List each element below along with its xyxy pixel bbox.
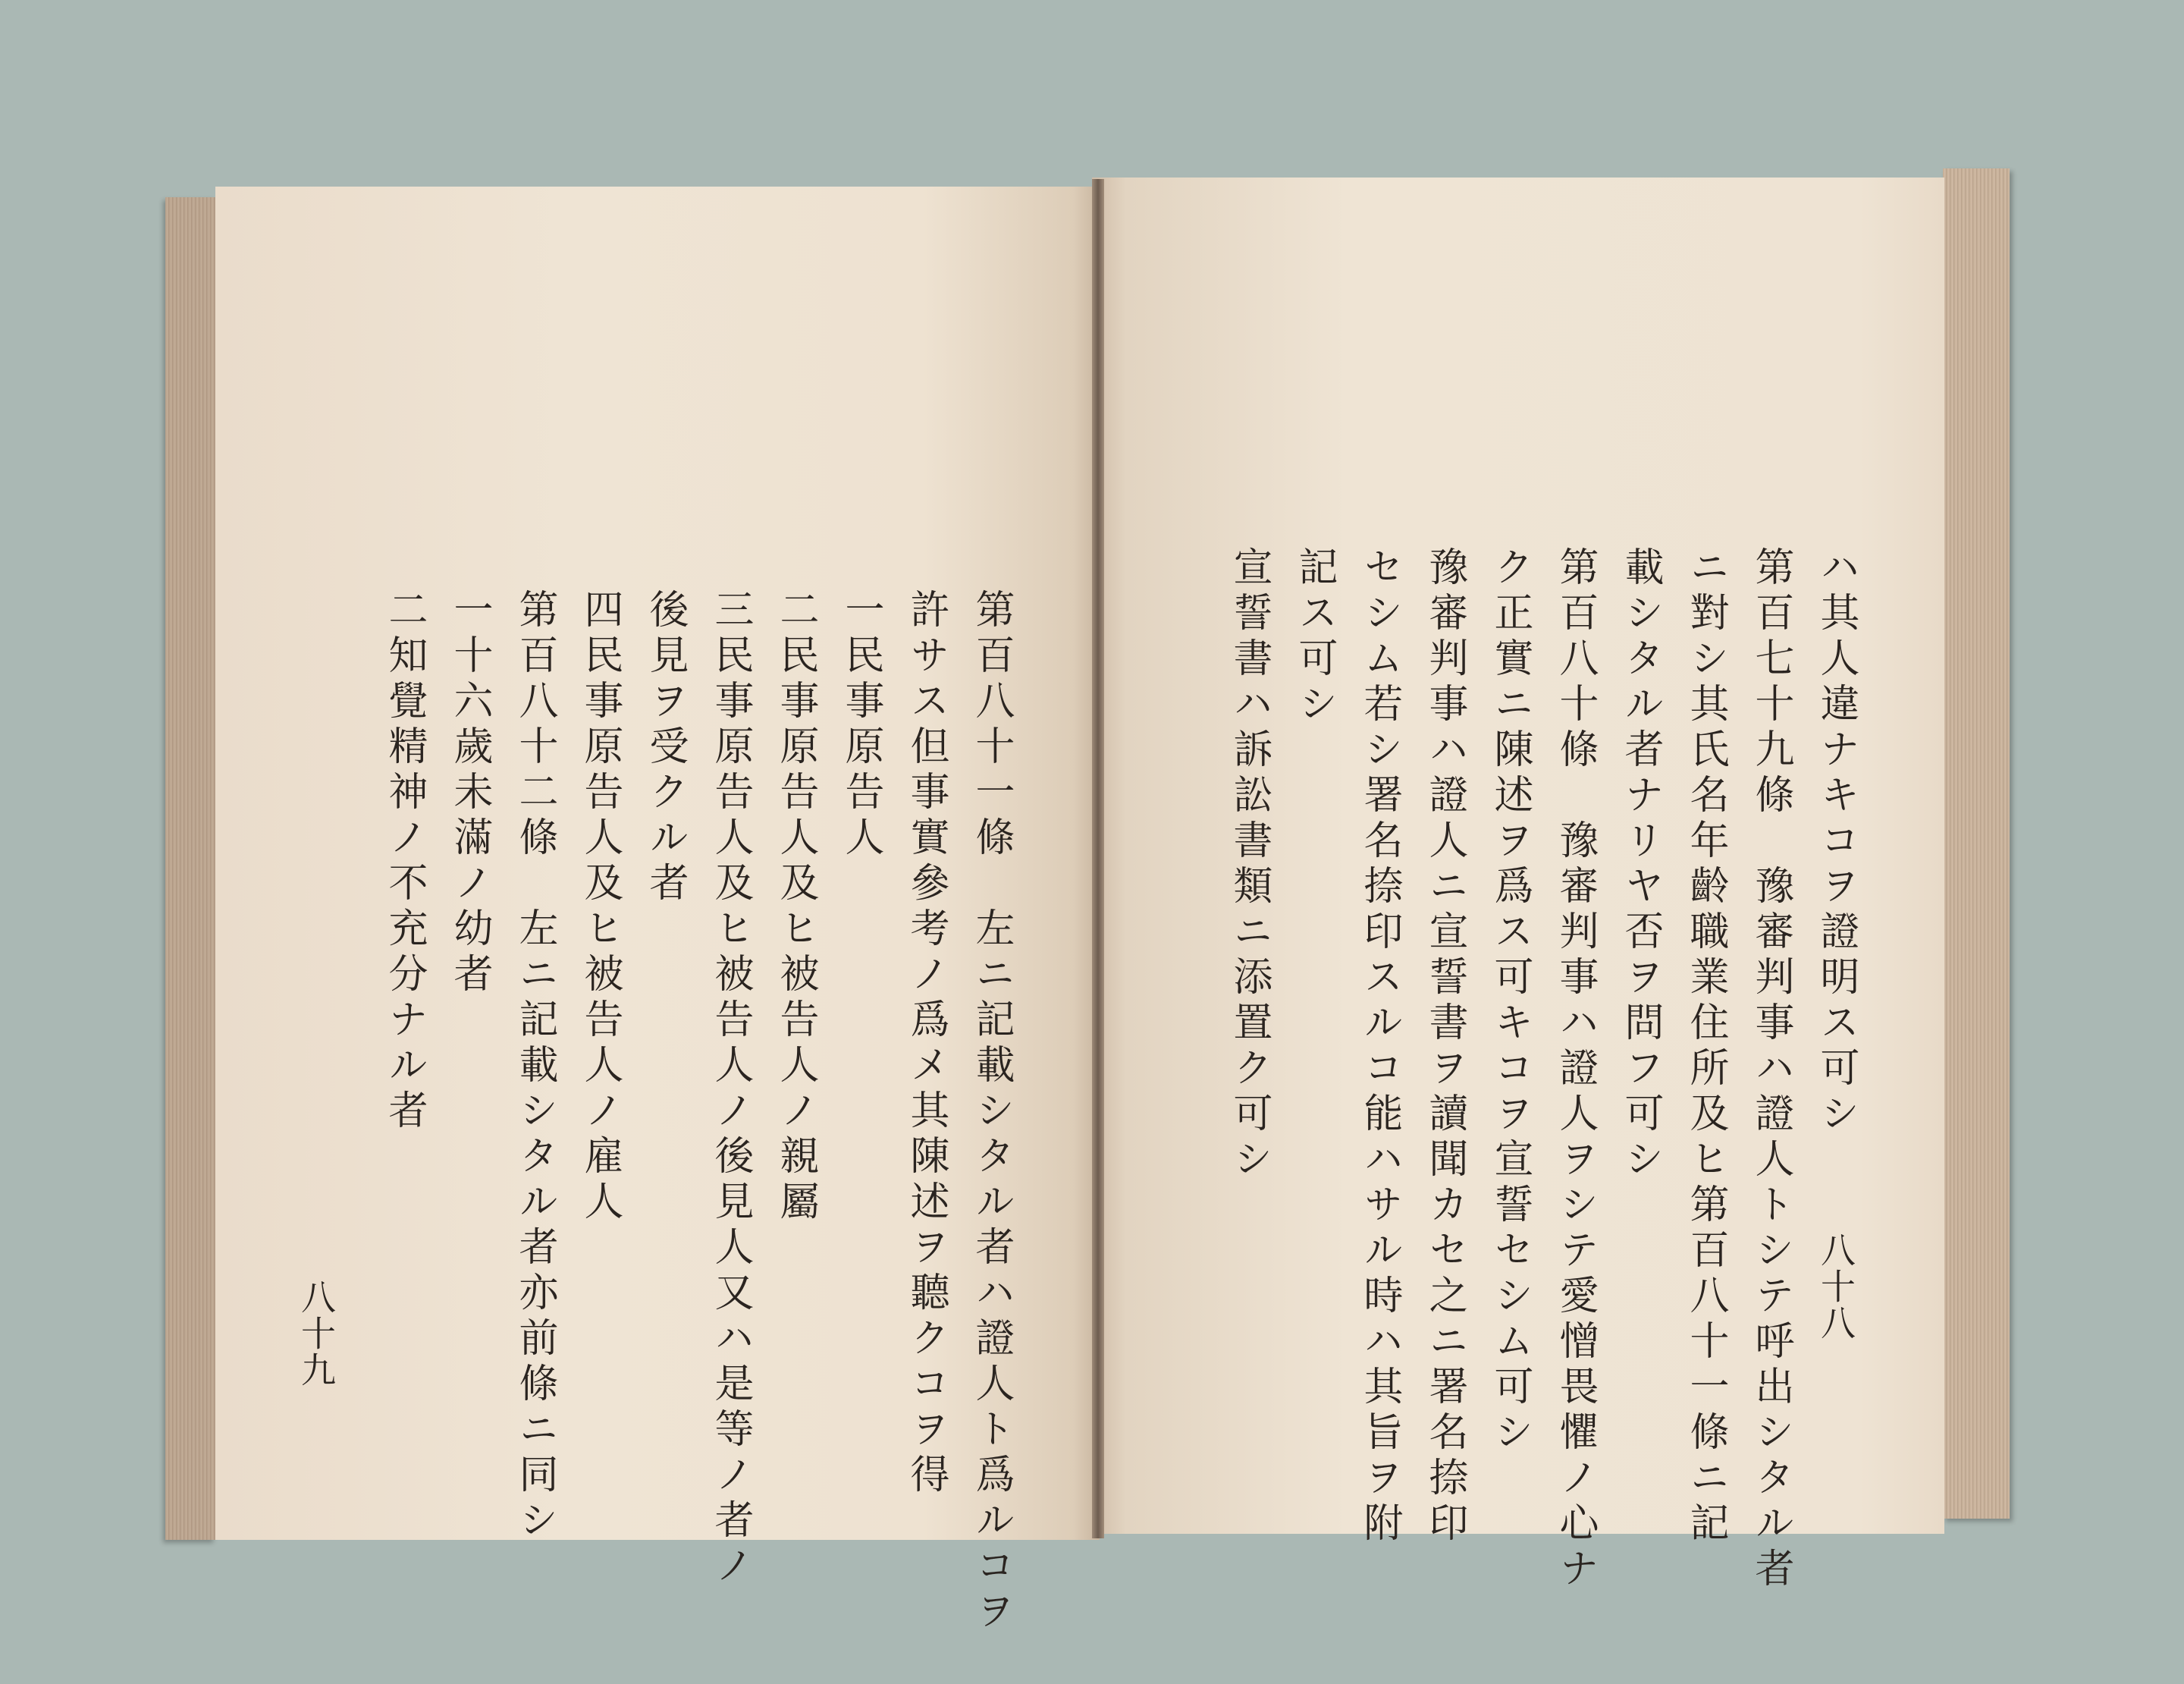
text-line: 四民事原告人及ヒ被告人ノ雇人 — [577, 589, 623, 1226]
left-page-block-edge — [165, 197, 215, 1540]
text-line: 二民事原告人及ヒ被告人ノ親屬 — [773, 589, 818, 1226]
text-line: 第百七十九條 豫審判事ハ證人トシテ呼出シタル者 — [1748, 546, 1793, 1593]
text-line: 宣誓書ハ訴訟書類ニ添置ク可シ — [1226, 546, 1272, 1183]
text-line: 第百八十一條 左ニ記載シタル者ハ證人ト爲ルコヲ — [968, 589, 1014, 1635]
text-line: セシム若シ署名捺印スルコ能ハサル時ハ其旨ヲ附 — [1357, 546, 1402, 1547]
text-line: 記ス可シ — [1291, 546, 1337, 728]
text-line: ニ對シ其氏名年齡職業住所及ヒ第百八十一條ニ記 — [1683, 546, 1728, 1547]
text-line: 二知覺精神ノ不充分ナル者 — [381, 589, 427, 1135]
left-page-text — [372, 589, 1024, 1635]
text-line: 載シタル者ナリヤ否ヲ問フ可シ — [1618, 546, 1663, 1183]
text-line: 第百八十二條 左ニ記載シタル者亦前條ニ同シ — [512, 589, 557, 1544]
text-line: ク正實ニ陳述ヲ爲ス可キコヲ宣誓セシム可シ — [1487, 546, 1533, 1456]
text-line: 第百八十條 豫審判事ハ證人ヲシテ愛憎畏懼ノ心ナ — [1552, 546, 1598, 1593]
text-line: 一民事原告人 — [838, 589, 883, 862]
page-number: 八十八 — [1815, 1232, 1856, 1341]
left-page — [215, 187, 1100, 1635]
page-number: 八十九 — [296, 1279, 337, 1388]
text-line: 後見ヲ受クル者 — [642, 589, 688, 907]
book-gutter — [1092, 179, 1104, 1538]
text-line: 豫審判事ハ證人ニ宣誓書ヲ讀聞カセ之ニ署名捺印 — [1422, 546, 1467, 1547]
text-line: 許サス但事實參考ノ爲メ其陳述ヲ聽クコヲ得 — [903, 589, 949, 1499]
right-page — [1092, 178, 1944, 1593]
text-line: 一十六歲未滿ノ幼者 — [447, 589, 492, 998]
right-page-block-edge — [1943, 168, 2010, 1519]
text-line: ハ其人違ナキコヲ證明ス可シ — [1813, 546, 1859, 1138]
text-line: 三民事原告人及ヒ被告人ノ後見人又ハ是等ノ者ノ — [708, 589, 753, 1590]
right-page-text — [1216, 546, 1869, 1593]
